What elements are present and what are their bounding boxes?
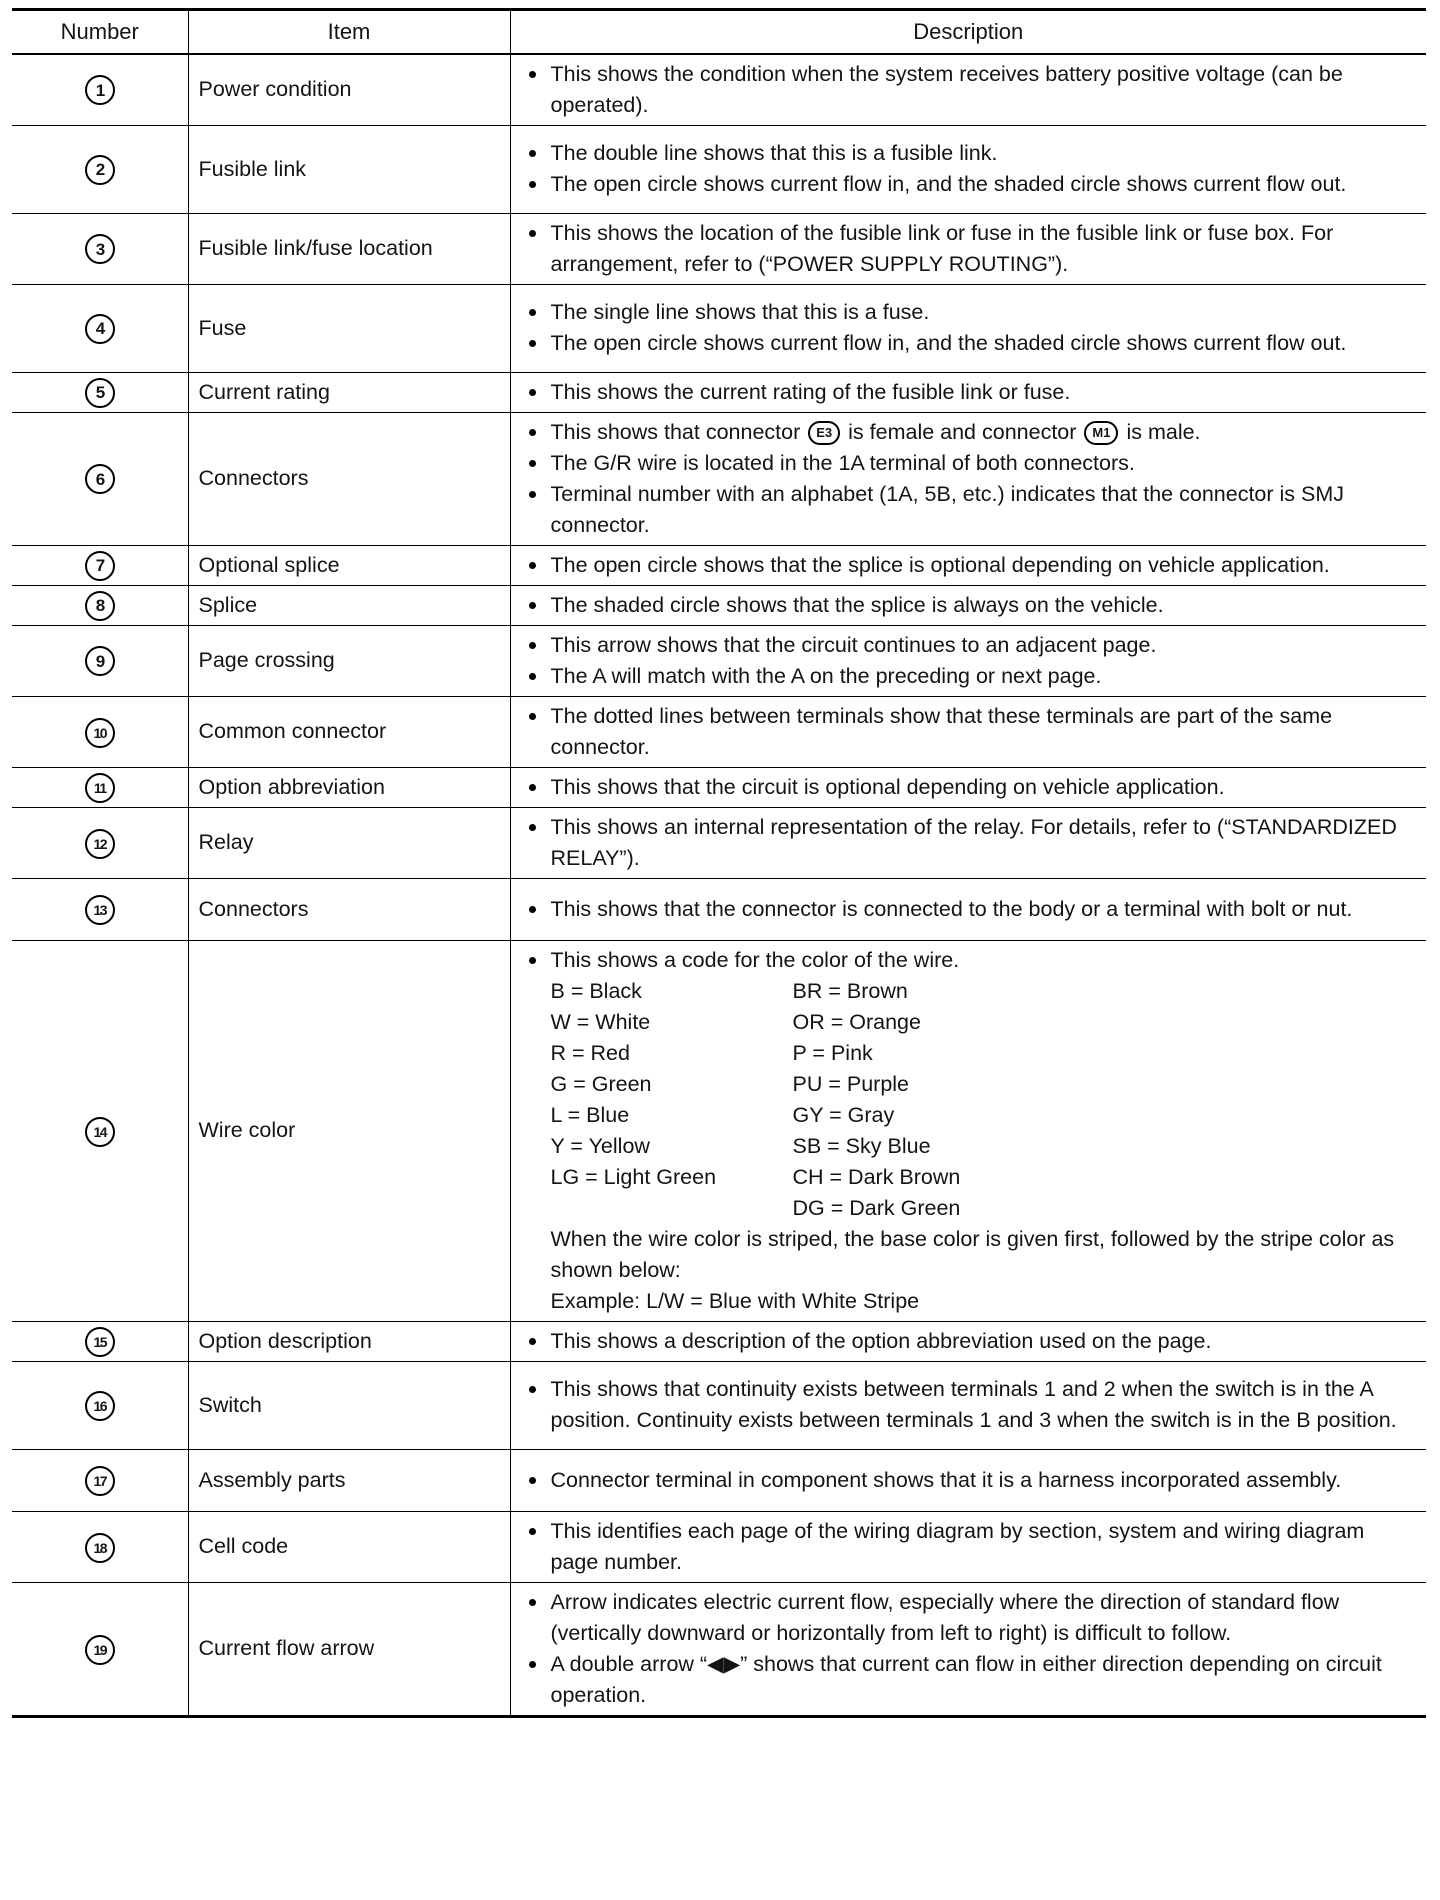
bullet-list	[521, 1465, 1417, 1496]
bullet-item: The open circle shows current flow in, and the shaded circle shows current flow out.	[521, 328, 1417, 359]
color-code: G = Green	[550, 1071, 652, 1096]
row-description-cell	[510, 878, 1426, 940]
row-description-cell	[510, 585, 1426, 625]
bullet-item: The single line shows that this is a fuse.	[521, 297, 1417, 328]
color-column-right	[793, 976, 1033, 1224]
female-connector-badge: E3	[808, 421, 840, 445]
bullet-list	[521, 1587, 1417, 1711]
bullet-list	[521, 297, 1417, 359]
table-row	[12, 372, 1426, 412]
circled-number: 5	[85, 378, 115, 408]
row-number-cell	[12, 585, 188, 625]
table-row	[12, 696, 1426, 767]
row-item-cell: Common connector	[188, 696, 510, 767]
bullet-item: The shaded circle shows that the splice is always on the vehicle.	[521, 590, 1417, 621]
color-code: BR = Brown	[792, 978, 908, 1003]
row-description-cell	[510, 1582, 1426, 1716]
row-number-cell	[12, 1511, 188, 1582]
bullet-item: This shows that continuity exists between terminals 1 and 2 when the switch is in the A position. Continuity exists between terminals 1 and 3 when the switch is in the B position.	[521, 1374, 1417, 1436]
male-connector-badge: M1	[1084, 421, 1118, 445]
bullet-list	[521, 1516, 1417, 1578]
circled-number: 6	[85, 464, 115, 494]
row-item-cell: Current flow arrow	[188, 1582, 510, 1716]
color-code: LG = Light Green	[550, 1164, 717, 1189]
table-row	[12, 213, 1426, 284]
color-code: W = White	[550, 1009, 651, 1034]
bullet-item: This arrow shows that the circuit continues to an adjacent page.	[521, 630, 1417, 661]
table-row	[12, 1449, 1426, 1511]
row-description-cell	[510, 1321, 1426, 1361]
table-row	[12, 807, 1426, 878]
bullet-list	[521, 550, 1417, 581]
row-number-cell	[12, 372, 188, 412]
bullet-item: Connector terminal in component shows that it is a harness incorporated assembly.	[521, 1465, 1417, 1496]
bullet-item: The G/R wire is located in the 1A terminal of both connectors.	[521, 448, 1417, 479]
row-description-cell	[510, 412, 1426, 545]
bullet-list	[521, 630, 1417, 692]
bullet-list	[521, 59, 1417, 121]
bullet-list	[521, 218, 1417, 280]
table-header-row	[12, 10, 1426, 54]
circled-number: 12	[85, 829, 115, 859]
header-item: Item	[188, 10, 510, 54]
row-number-cell	[12, 625, 188, 696]
bullet-list	[521, 1374, 1417, 1436]
document-page	[12, 8, 1426, 1718]
table-row	[12, 1321, 1426, 1361]
circled-number: 15	[85, 1327, 115, 1357]
row-description-cell	[510, 372, 1426, 412]
row-number-cell	[12, 1582, 188, 1716]
connector-text-mid: is female and connector	[848, 419, 1077, 444]
circled-number: 13	[85, 895, 115, 925]
row-number-cell	[12, 1321, 188, 1361]
table-row	[12, 545, 1426, 585]
row-item-cell: Relay	[188, 807, 510, 878]
color-code: L = Blue	[550, 1102, 630, 1127]
connector-text-post: is male.	[1126, 419, 1201, 444]
bullet-item: Arrow indicates electric current flow, especially where the direction of standard flow (vertically downward or horizontally from left to right) is difficult to follow.	[521, 1587, 1417, 1649]
bullet-list	[521, 945, 1417, 976]
circled-number: 14	[85, 1117, 115, 1147]
bullet-item: This shows a code for the color of the wire.	[521, 945, 1417, 976]
row-item-cell: Option abbreviation	[188, 767, 510, 807]
bullet-list	[521, 772, 1417, 803]
row-number-cell	[12, 1361, 188, 1449]
table-row	[12, 878, 1426, 940]
bullet-list	[521, 1326, 1417, 1357]
table-row	[12, 54, 1426, 126]
bullet-item: This shows the location of the fusible link or fuse in the fusible link or fuse box. For arrangement, refer to (“POWER SUPPLY ROUTING”).	[521, 218, 1417, 280]
bullet-item: This shows an internal representation of the relay. For details, refer to (“STANDARDIZED RELAY”).	[521, 812, 1417, 874]
color-code: GY = Gray	[792, 1102, 895, 1127]
color-column-left	[551, 976, 793, 1224]
row-item-cell: Splice	[188, 585, 510, 625]
wire-color-codes	[521, 976, 1417, 1224]
table-row	[12, 1361, 1426, 1449]
color-code: DG = Dark Green	[792, 1195, 961, 1220]
row-description-cell	[510, 767, 1426, 807]
row-item-cell: Switch	[188, 1361, 510, 1449]
color-code: P = Pink	[792, 1040, 873, 1065]
bullet-item: The dotted lines between terminals show that these terminals are part of the same connector.	[521, 701, 1417, 763]
row-description-cell	[510, 807, 1426, 878]
table-row	[12, 940, 1426, 1321]
circled-number: 1	[85, 75, 115, 105]
bullet-item: This identifies each page of the wiring diagram by section, system and wiring diagram page number.	[521, 1516, 1417, 1578]
color-code: Y = Yellow	[550, 1133, 650, 1158]
color-code: B = Black	[550, 978, 642, 1003]
bullet-item: This shows the current rating of the fusible link or fuse.	[521, 377, 1417, 408]
connector-text-pre: This shows that connector	[550, 419, 801, 444]
row-item-cell: Power condition	[188, 54, 510, 126]
circled-number: 11	[85, 773, 115, 803]
row-item-cell: Current rating	[188, 372, 510, 412]
bullet-list	[521, 701, 1417, 763]
bullet-item: Terminal number with an alphabet (1A, 5B, etc.) indicates that the connector is SMJ connector.	[521, 479, 1417, 541]
circled-number: 18	[85, 1533, 115, 1563]
row-description-cell	[510, 54, 1426, 126]
row-description-cell	[510, 1449, 1426, 1511]
table-row	[12, 1511, 1426, 1582]
circled-number: 10	[85, 718, 115, 748]
row-number-cell	[12, 807, 188, 878]
row-description-cell	[510, 125, 1426, 213]
circled-number: 2	[85, 155, 115, 185]
row-item-cell: Fusible link/fuse location	[188, 213, 510, 284]
row-number-cell	[12, 940, 188, 1321]
row-item-cell: Option description	[188, 1321, 510, 1361]
row-number-cell	[12, 54, 188, 126]
circled-number: 4	[85, 314, 115, 344]
circled-number: 9	[85, 646, 115, 676]
row-item-cell: Connectors	[188, 878, 510, 940]
row-description-cell	[510, 213, 1426, 284]
bullet-item: This shows a description of the option abbreviation used on the page.	[521, 1326, 1417, 1357]
row-item-cell: Cell code	[188, 1511, 510, 1582]
row-item-cell: Connectors	[188, 412, 510, 545]
row-number-cell	[12, 1449, 188, 1511]
table-row	[12, 585, 1426, 625]
row-item-cell: Assembly parts	[188, 1449, 510, 1511]
bullet-item	[521, 417, 1417, 448]
bullet-list	[521, 590, 1417, 621]
row-description-cell	[510, 545, 1426, 585]
bullet-item: The double line shows that this is a fusible link.	[521, 138, 1417, 169]
bullet-list	[521, 377, 1417, 408]
row-number-cell	[12, 767, 188, 807]
table-row	[12, 767, 1426, 807]
row-description-cell	[510, 940, 1426, 1321]
circled-number: 8	[85, 591, 115, 621]
bullet-list	[521, 417, 1417, 541]
circled-number: 3	[85, 234, 115, 264]
row-number-cell	[12, 545, 188, 585]
row-number-cell	[12, 878, 188, 940]
row-number-cell	[12, 213, 188, 284]
bullet-item: A double arrow “◀▶” shows that current can flow in either direction depending on circuit operation.	[521, 1649, 1417, 1711]
color-code: CH = Dark Brown	[792, 1164, 961, 1189]
row-item-cell: Fuse	[188, 284, 510, 372]
bullet-item: The A will match with the A on the preceding or next page.	[521, 661, 1417, 692]
bullet-list	[521, 138, 1417, 200]
bullet-item: This shows that the connector is connected to the body or a terminal with bolt or nut.	[521, 894, 1417, 925]
row-number-cell	[12, 696, 188, 767]
circled-number: 19	[85, 1635, 115, 1665]
table-row	[12, 284, 1426, 372]
color-code: PU = Purple	[792, 1071, 910, 1096]
color-code: R = Red	[550, 1040, 630, 1065]
header-number: Number	[12, 10, 188, 54]
row-description-cell	[510, 696, 1426, 767]
header-description: Description	[510, 10, 1426, 54]
row-item-cell: Page crossing	[188, 625, 510, 696]
table-row	[12, 412, 1426, 545]
row-description-cell	[510, 1511, 1426, 1582]
row-description-cell	[510, 284, 1426, 372]
color-code: OR = Orange	[792, 1009, 921, 1034]
row-description-cell	[510, 625, 1426, 696]
wiring-legend-table	[12, 8, 1426, 1718]
bullet-item: The open circle shows current flow in, and the shaded circle shows current flow out.	[521, 169, 1417, 200]
stripe-example: Example: L/W = Blue with White Stripe	[550, 1288, 920, 1313]
circled-number: 7	[85, 551, 115, 581]
row-number-cell	[12, 412, 188, 545]
bullet-list	[521, 894, 1417, 925]
row-item-cell: Wire color	[188, 940, 510, 1321]
table-row	[12, 625, 1426, 696]
stripe-note: When the wire color is striped, the base color is given first, followed by the stripe color as shown below:	[550, 1226, 1395, 1282]
row-item-cell: Optional splice	[188, 545, 510, 585]
row-description-cell	[510, 1361, 1426, 1449]
row-number-cell	[12, 125, 188, 213]
bullet-list	[521, 812, 1417, 874]
bullet-item: This shows the condition when the system receives battery positive voltage (can be operated).	[521, 59, 1417, 121]
row-item-cell: Fusible link	[188, 125, 510, 213]
circled-number: 16	[85, 1391, 115, 1421]
table-row	[12, 1582, 1426, 1716]
row-number-cell	[12, 284, 188, 372]
bullet-item: The open circle shows that the splice is optional depending on vehicle application.	[521, 550, 1417, 581]
table-row	[12, 125, 1426, 213]
circled-number: 17	[85, 1466, 115, 1496]
color-code: SB = Sky Blue	[792, 1133, 931, 1158]
bullet-item: This shows that the circuit is optional depending on vehicle application.	[521, 772, 1417, 803]
